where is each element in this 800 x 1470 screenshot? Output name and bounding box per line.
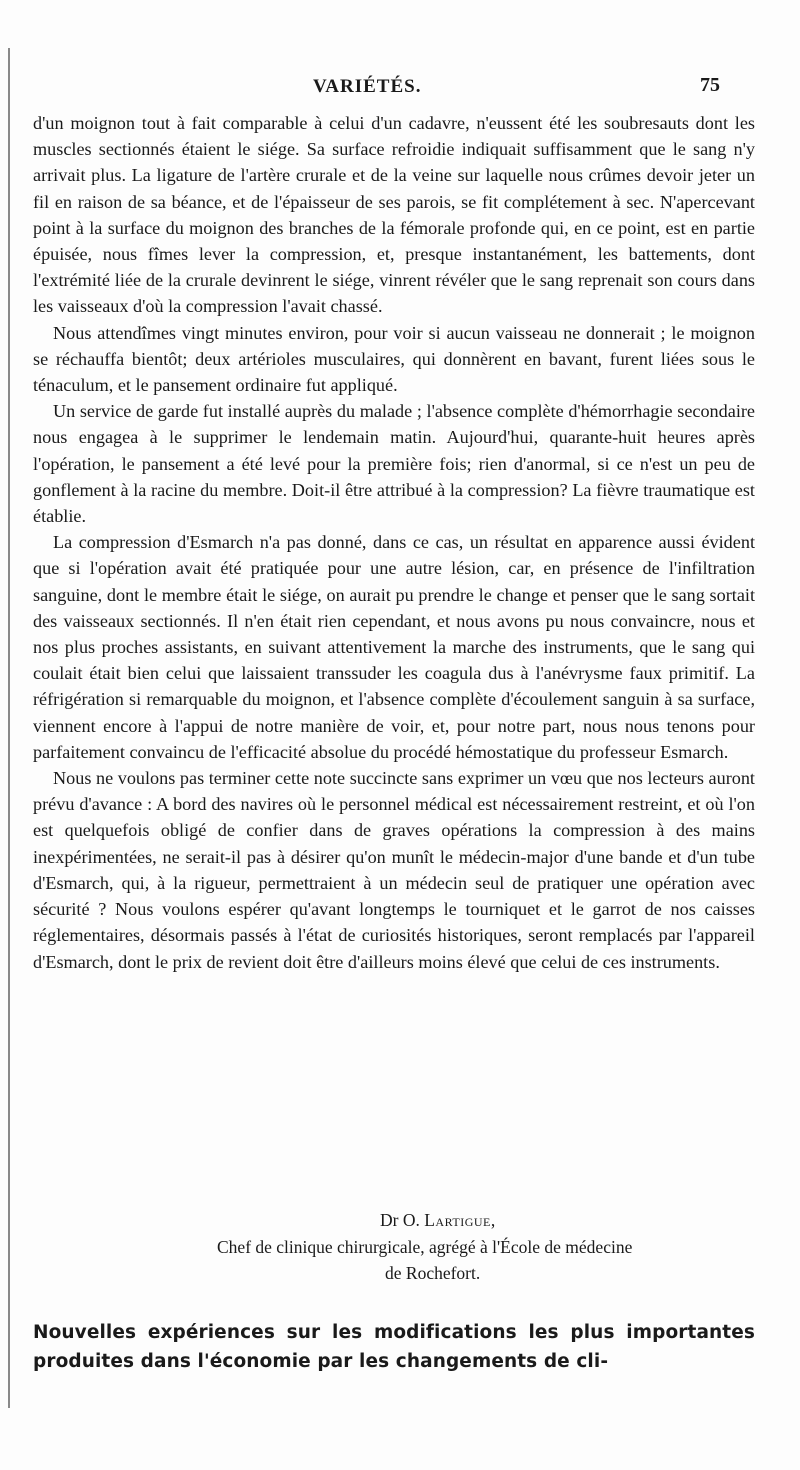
paragraph-5: Nous ne voulons pas terminer cette note succincte sans exprimer un vœu que nos lecteurs auront prévu d'avance : A bord des navires où le personnel médical est nécessairement restreint, et où l'on est quelquefois obligé de confier dans de graves opérations la compression à des mains inexpérimentées, ne serait-il pas à désirer qu'on munît le médecin-major d'une bande et d'un tube d'Esmarch, qui, à la rigueur, permettraient à un médecin seul de pratiquer une opération avec sécurité ? Nous voulons espérer qu'avant longtemps le tourniquet et le garrot de nos caisses réglementaires, désormais passés à l'état de curiosités historiques, seront remplacés par l'appareil d'Esmarch, dont le prix de revient doit être d'ailleurs moins élevé que celui de ces instruments. — [33, 768, 755, 972]
paragraph-1: d'un moignon tout à fait comparable à celui d'un cadavre, n'eussent été les soubresauts dont les muscles sectionnés étaient le siége. Sa surface refroidie indiquait suffisamment que le sang n'y arrivait plus. La ligature de l'artère crurale et de la veine sur laquelle nous crûmes devoir jeter un fil en raison de sa béance, et de l'épaisseur de ses parois, se fit complétement à sec. N'apercevant point à la surface du moignon des branches de la fémorale profonde qui, en ce point, est en partie épuisée, nous fîmes lever la compression, et, presque instantanément, les battements, dont l'extrémité liée de la crurale devinrent le siége, vinrent révéler que le sang reprenait son cours dans les vaisseaux d'où la compression l'avait chassé. — [33, 113, 755, 317]
page-header — [0, 72, 800, 102]
author-place: de Rochefort. — [385, 1263, 481, 1283]
author-initial: O. — [402, 1210, 420, 1230]
paragraph-3: Un service de garde fut installé auprès du malade ; l'absence complète d'hémorrhagie secondaire nous engagea à le supprimer le lendemain matin. Aujourd'hui, quarante-huit heures après l'opération, le pansement a été levé pour la première fois; rien d'anormal, si ce n'est un peu de gonflement à la racine du membre. Doit-il être attribué à la compression? La fièvre traumatique est établie. — [33, 401, 755, 527]
page-edge-rule — [8, 48, 10, 1408]
page-number: 75 — [700, 74, 720, 96]
next-section-title: Nouvelles expériences sur les modifications les plus importantes produites dans l'économie par les changements de cli- — [33, 1322, 755, 1372]
running-head: VARIÉTÉS. — [313, 76, 422, 97]
paragraph-2: Nous attendîmes vingt minutes environ, pour voir si aucun vaisseau ne donnerait ; le moignon se réchauffa bientôt; deux artérioles musculaires, qui donnèrent en bavant, furent liées sous le ténaculum, et le pansement ordinaire fut appliqué. — [33, 322, 755, 396]
paragraph-4: La compression d'Esmarch n'a pas donné, dans ce cas, un résultat en apparence aussi évident que si l'opération avait été pratiquée pour une autre lésion, car, en présence de l'infiltration sanguine, dont le membre était le siége, on aurait pu prendre le change et penser que le sang sortait des vaisseaux sectionnés. Il n'en était rien cependant, et nous avons pu nous convaincre, nous et nos plus proches assistants, en suivant attentivement la marche des instruments, que le sang qui coulait était bien celui que laissaient transsuder les coagula dus à l'anévrysme faux primitif. La réfrigération si remarquable du moignon, et l'absence complète d'écoulement sanguin à sa surface, viennent encore à l'appui de notre manière de voir, et, pour notre part, nous nous tenons pour parfaitement convaincu de l'efficacité absolue du procédé hémostatique du professeur Esmarch. — [33, 532, 755, 762]
article-body — [33, 110, 755, 975]
author-surname: Lartigue, — [424, 1210, 496, 1230]
author-role: Chef de clinique chirurgicale, agrégé à l'École de médecine — [217, 1237, 633, 1257]
author-title: Dr — [380, 1210, 399, 1230]
author-name — [380, 1208, 496, 1232]
